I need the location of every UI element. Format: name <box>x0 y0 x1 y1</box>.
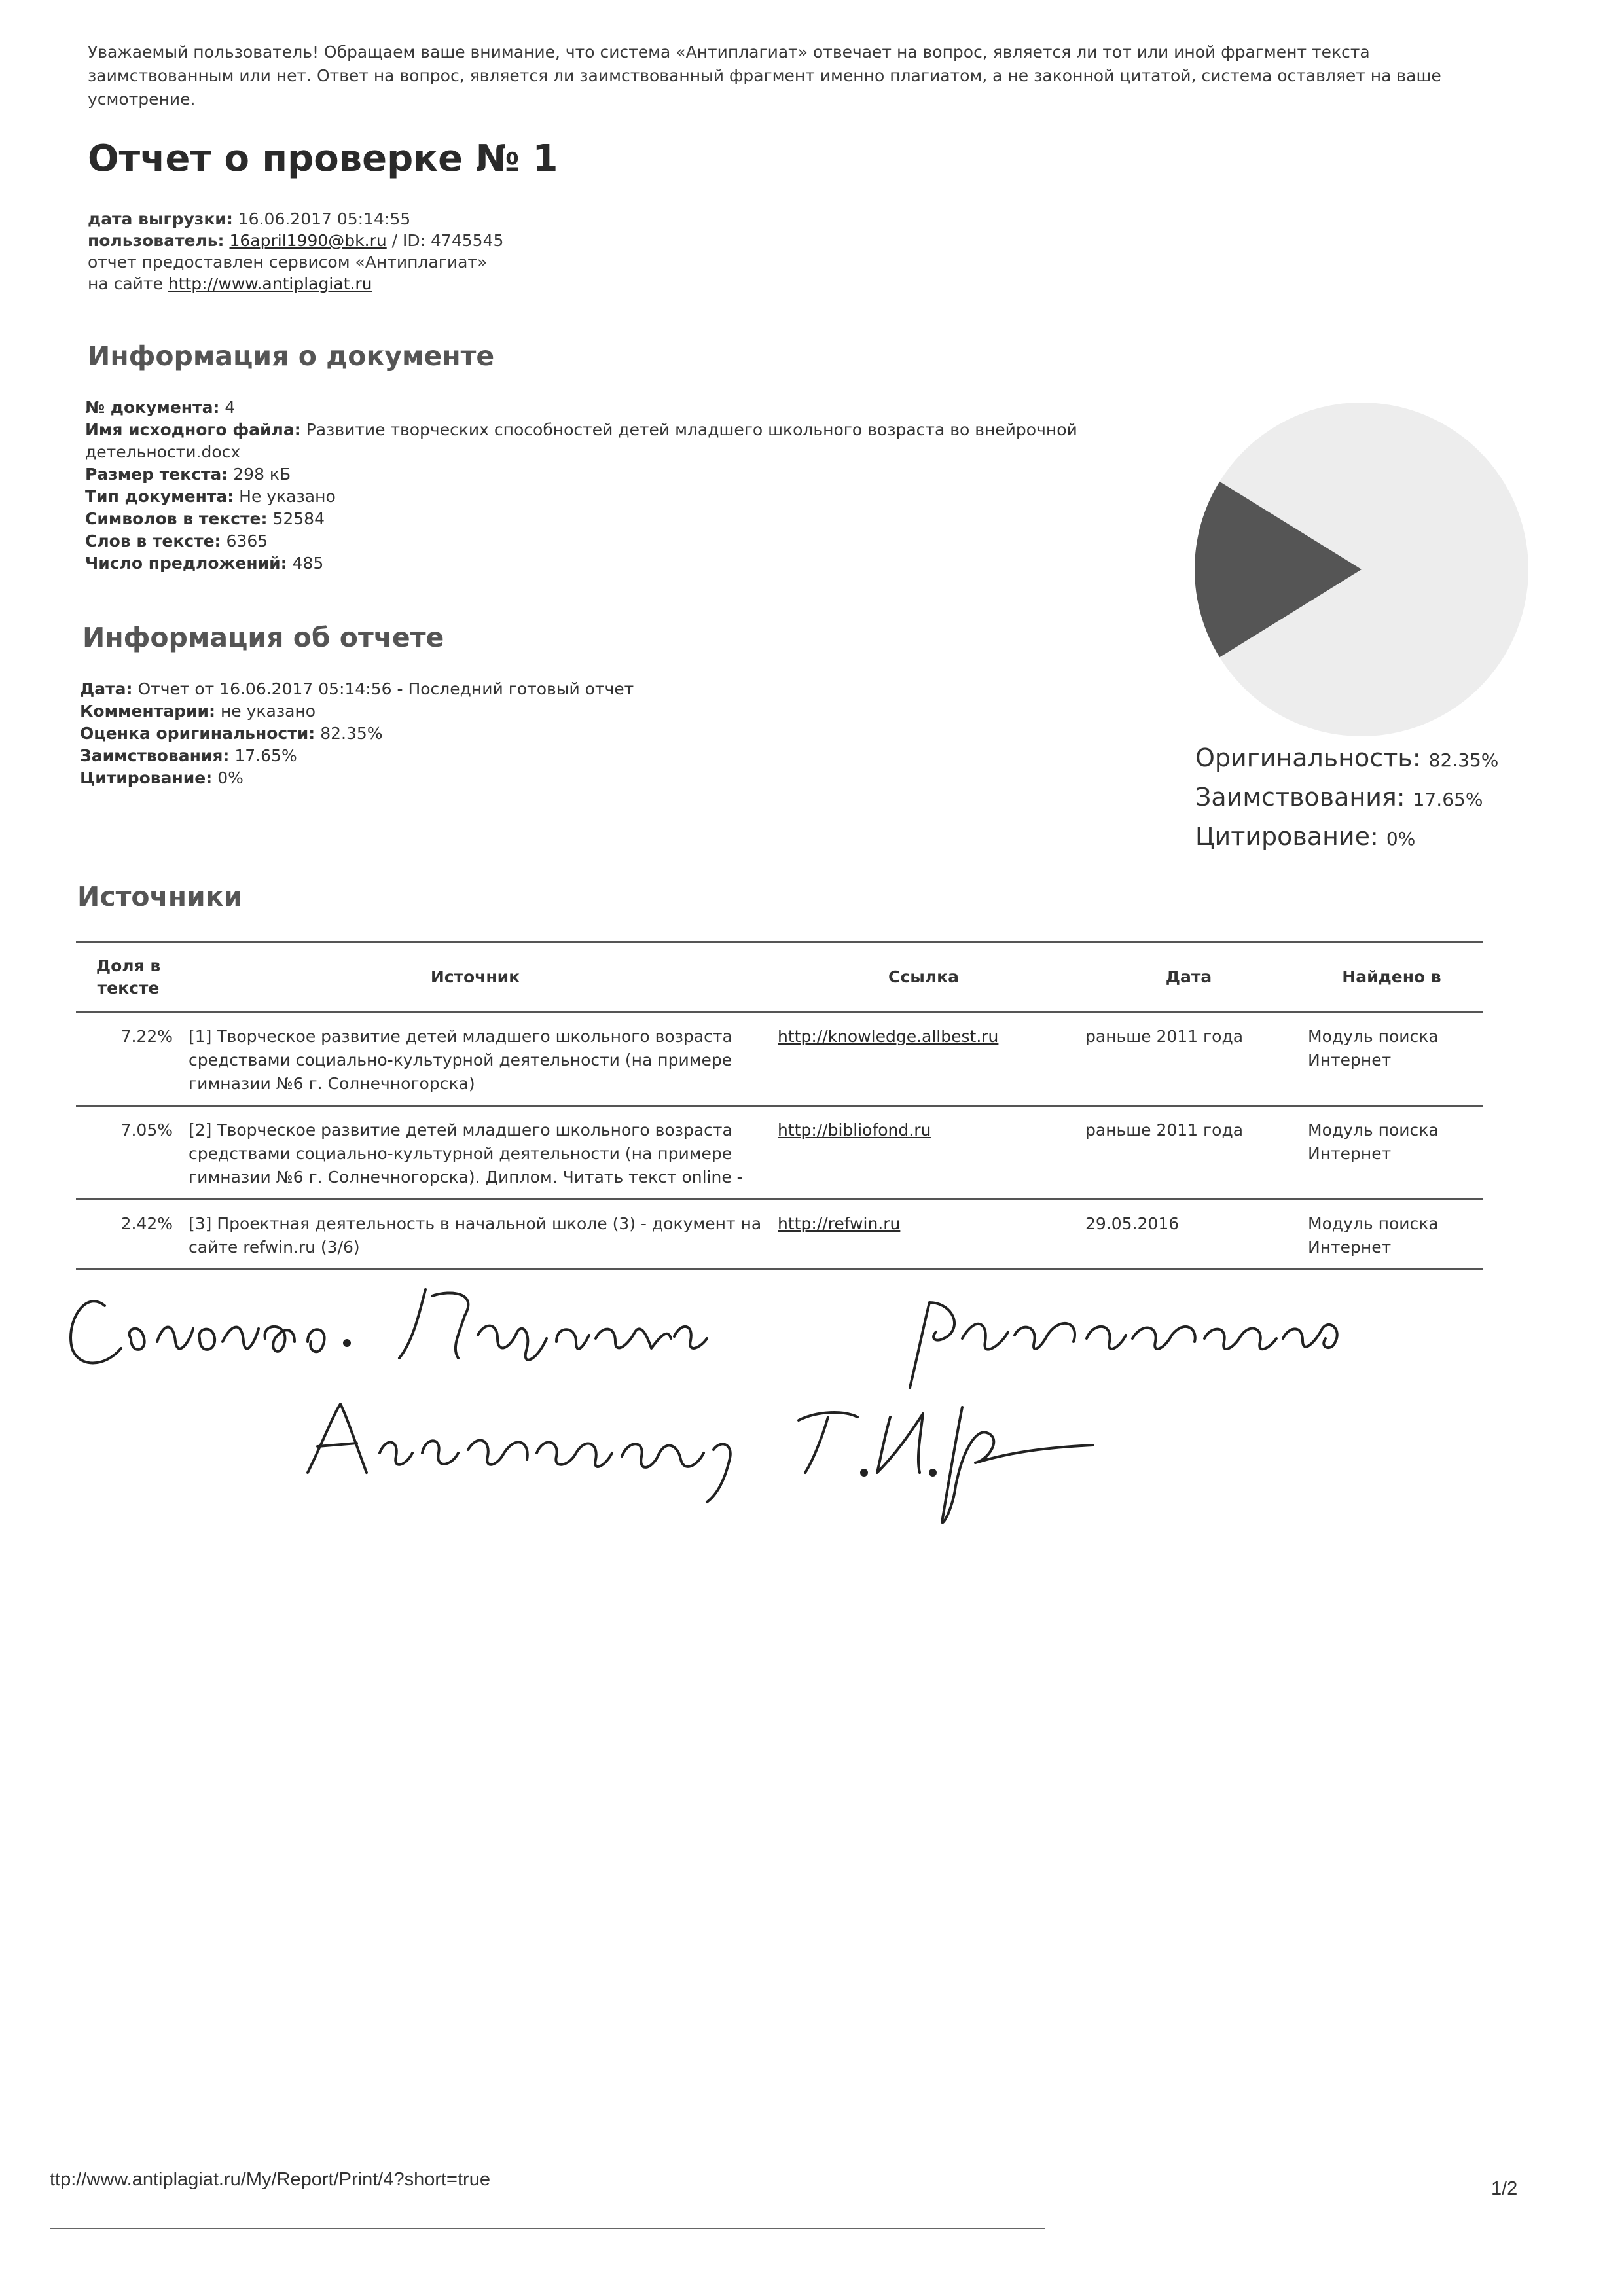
report-info-row: Оценка оригинальности: 82.35% <box>80 724 383 743</box>
col-link: Ссылка <box>770 942 1077 1013</box>
site-prefix: на сайте <box>88 274 163 293</box>
footer-url: ttp://www.antiplagiat.ru/My/Report/Print/4?short=true <box>50 2169 490 2190</box>
originality-pie-chart <box>1178 393 1545 746</box>
user-email-link[interactable]: 16april1990@bk.ru <box>229 231 387 250</box>
source-link[interactable]: http://knowledge.allbest.ru <box>778 1027 999 1046</box>
summary-originality: Оригинальность: 82.35% <box>1195 744 1499 772</box>
table-row: 7.05% [2] Творческое развитие детей младшего школьного возраста средствами социально-культурной деятельности (на примере гимназии №6 г. Солнечногорска). Диплом. Читать текст online - http://bibliofond.ru раньше 2011 года Модуль поиска Интернет <box>76 1106 1483 1200</box>
upload-date-label: дата выгрузки: <box>88 209 233 228</box>
source-link[interactable]: http://refwin.ru <box>778 1214 901 1233</box>
provided-by: отчет предоставлен сервисом «Антиплагиат» <box>88 253 488 272</box>
col-share: Доля в тексте <box>76 942 181 1013</box>
user-label: пользователь: <box>88 231 225 250</box>
user-row <box>88 230 503 251</box>
col-found: Найдено в <box>1300 942 1483 1013</box>
upload-date-row <box>88 208 503 230</box>
report-info-row: Заимствования: 17.65% <box>80 746 297 765</box>
doc-info-row: Число предложений: 485 <box>85 554 324 573</box>
report-meta <box>88 208 503 295</box>
report-info-row: Цитирование: 0% <box>80 768 244 787</box>
site-link[interactable]: http://www.antiplagiat.ru <box>168 274 372 293</box>
doc-info-row: Имя исходного файла: Развитие творческих способностей детей младшего школьного возраста во внейрочной детельности.docx <box>85 420 1077 461</box>
site-row <box>88 273 503 295</box>
doc-info-row: Тип документа: Не указано <box>85 487 336 506</box>
upload-date-value: 16.06.2017 05:14:55 <box>238 209 411 228</box>
summary-citation: Цитирование: 0% <box>1195 822 1416 851</box>
sources-header-row <box>76 942 1483 1013</box>
table-row: 7.22% [1] Творческое развитие детей младшего школьного возраста средствами социально-культурной деятельности (на примере гимназии №6 г. Солнечногорска) http://knowledge.allbest.ru раньше 2011 года Модуль поиска Интернет <box>76 1013 1483 1106</box>
report-info-list <box>80 678 1062 789</box>
source-link[interactable]: http://bibliofond.ru <box>778 1121 931 1139</box>
user-id: / ID: 4745545 <box>391 231 504 250</box>
doc-info-heading: Информация о документе <box>88 340 495 372</box>
doc-info-row: Слов в тексте: 6365 <box>85 531 268 550</box>
report-info-row: Дата: Отчет от 16.06.2017 05:14:56 - Последний готовый отчет <box>80 679 634 698</box>
handwritten-approval-signature <box>59 1276 1499 1538</box>
col-source: Источник <box>181 942 770 1013</box>
table-row: 2.42% [3] Проектная деятельность в начальной школе (3) - документ на сайте refwin.ru (3/6) http://refwin.ru 29.05.2016 Модуль поиска Интернет <box>76 1200 1483 1270</box>
report-info-row: Комментарии: не указано <box>80 702 316 721</box>
sources-table <box>76 941 1483 1270</box>
doc-info-list <box>85 397 1159 575</box>
page-number: 1/2 <box>1491 2178 1518 2199</box>
doc-info-row: Символов в тексте: 52584 <box>85 509 325 528</box>
doc-info-row: Размер текста: 298 кБ <box>85 465 291 484</box>
doc-info-row: № документа: 4 <box>85 398 236 417</box>
plagiarism-notice: Уважаемый пользователь! Обращаем ваше внимание, что система «Антиплагиат» отвечает на вопрос, является ли тот или иной фрагмент текста заимствованным или нет. Ответ на вопрос, является ли заимствованный фрагмент именно плагиатом, а не законной цитатой, система оставляет на ваше усмотрение. <box>88 43 1441 109</box>
footer-divider <box>50 2228 1045 2229</box>
summary-borrowings: Заимствования: 17.65% <box>1195 783 1483 812</box>
sources-heading: Источники <box>77 881 243 912</box>
page-title: Отчет о проверке № 1 <box>88 137 558 180</box>
summary-legend <box>1195 740 1498 857</box>
col-date: Дата <box>1077 942 1300 1013</box>
report-info-heading: Информация об отчете <box>82 622 444 653</box>
